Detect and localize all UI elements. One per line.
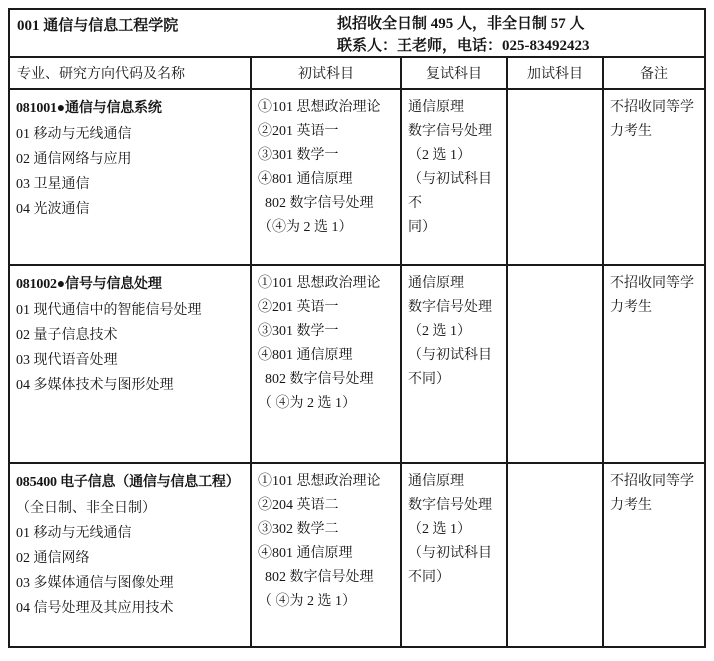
direction-line: 02 量子信息技术 [16,328,118,343]
program-title: 081001●通信与信息系统 [16,101,162,116]
direction-line: 03 多媒体通信与图像处理 [16,576,174,591]
admissions-table [8,8,706,648]
exam-line: （与初试科目 [408,348,492,363]
exam-line: 802 数字信号处理 [258,196,374,211]
exam-line: （2 选 1） [408,148,471,163]
column-header-remark: 备注 [640,67,668,82]
exam-line: 通信原理 [408,100,464,115]
retest-cell [402,90,508,264]
column-header-initial-exam: 初试科目 [252,58,402,88]
column-header-program: 专业、研究方向代码及名称 [10,58,252,88]
exam-line: （2 选 1） [408,522,471,537]
initial-exam-cell [252,90,402,264]
exam-line: ③301 数学一 [258,324,339,339]
exam-line: 不同） [408,570,450,585]
program-row-081002 [10,266,704,464]
direction-line: 01 移动与无线通信 [16,127,132,142]
remark-cell [604,90,704,264]
college-title: 001 通信与信息工程学院 [17,18,179,34]
college-header-row [10,10,704,58]
direction-line: 03 卫星通信 [16,177,90,192]
additional-exam-cell [508,464,604,646]
exam-line: ④801 通信原理 [258,172,353,187]
exam-line: 同） [408,220,436,235]
program-cell [10,464,252,646]
retest-cell [402,464,508,646]
column-header-retest: 复试科目 [402,58,508,88]
exam-line: ③301 数学一 [258,148,339,163]
exam-line: 数字信号处理 [408,300,492,315]
program-title: 085400 电子信息（通信与信息工程） [16,475,240,490]
college-info-line: 拟招收全日制 495 人，非全日制 57 人 [337,16,585,32]
direction-line: 02 通信网络 [16,551,90,566]
column-header-additional-exam: 加试科目 [508,58,604,88]
exam-line: 802 数字信号处理 [258,372,374,387]
direction-line: （全日制、非全日制） [16,501,156,516]
initial-exam-cell [252,464,402,646]
direction-line: 04 信号处理及其应用技术 [16,601,174,616]
direction-list [16,298,248,398]
remark-line: 力考生 [610,300,652,315]
remark-line: 不招收同等学 [610,100,694,115]
exam-line: 802 数字信号处理 [258,570,374,585]
additional-exam-cell [508,90,604,264]
remark-line: 不招收同等学 [610,276,694,291]
college-quota-contact [337,10,590,56]
direction-line: 02 通信网络与应用 [16,152,132,167]
remark-cell [604,464,704,646]
exam-line: ③302 数学二 [258,522,339,537]
program-row-081001 [10,90,704,266]
program-row-085400 [10,464,704,646]
exam-line: 数字信号处理 [408,498,492,513]
remark-cell [604,266,704,462]
direction-line: 03 现代语音处理 [16,353,118,368]
remark-line: 不招收同等学 [610,474,694,489]
remark-line: 力考生 [610,124,652,139]
exam-line: （ ④为 2 选 1） [258,396,356,411]
exam-line: ②201 英语一 [258,300,339,315]
program-title: 081002●信号与信息处理 [16,277,162,292]
exam-line: ②201 英语一 [258,124,339,139]
column-header-row [10,58,704,90]
exam-line: ①101 思想政治理论 [258,100,381,115]
exam-line: ④801 通信原理 [258,348,353,363]
initial-exam-cell [252,266,402,462]
additional-exam-cell [508,266,604,462]
exam-line: 通信原理 [408,474,464,489]
exam-line: 通信原理 [408,276,464,291]
exam-line: （2 选 1） [408,324,471,339]
exam-line: ②204 英语二 [258,498,339,513]
exam-line: （ ④为 2 选 1） [258,594,356,609]
exam-line: ①101 思想政治理论 [258,474,381,489]
college-info-line: 联系人：王老师，电话：025-83492423 [337,38,590,54]
exam-line: 不同） [408,372,450,387]
program-cell [10,266,252,462]
exam-line: （④为 2 选 1） [258,220,353,235]
direction-line: 01 移动与无线通信 [16,526,132,541]
remark-line: 力考生 [610,498,652,513]
exam-line: ④801 通信原理 [258,546,353,561]
program-cell [10,90,252,264]
direction-line: 01 现代通信中的智能信号处理 [16,303,202,318]
direction-line: 04 光波通信 [16,202,90,217]
exam-line: 数字信号处理 [408,124,492,139]
exam-line: （与初试科目 [408,546,492,561]
direction-list [16,122,248,222]
direction-line: 04 多媒体技术与图形处理 [16,378,174,393]
exam-line: ①101 思想政治理论 [258,276,381,291]
retest-cell [402,266,508,462]
exam-line: （与初试科目不 [408,172,492,211]
direction-list [16,496,248,621]
